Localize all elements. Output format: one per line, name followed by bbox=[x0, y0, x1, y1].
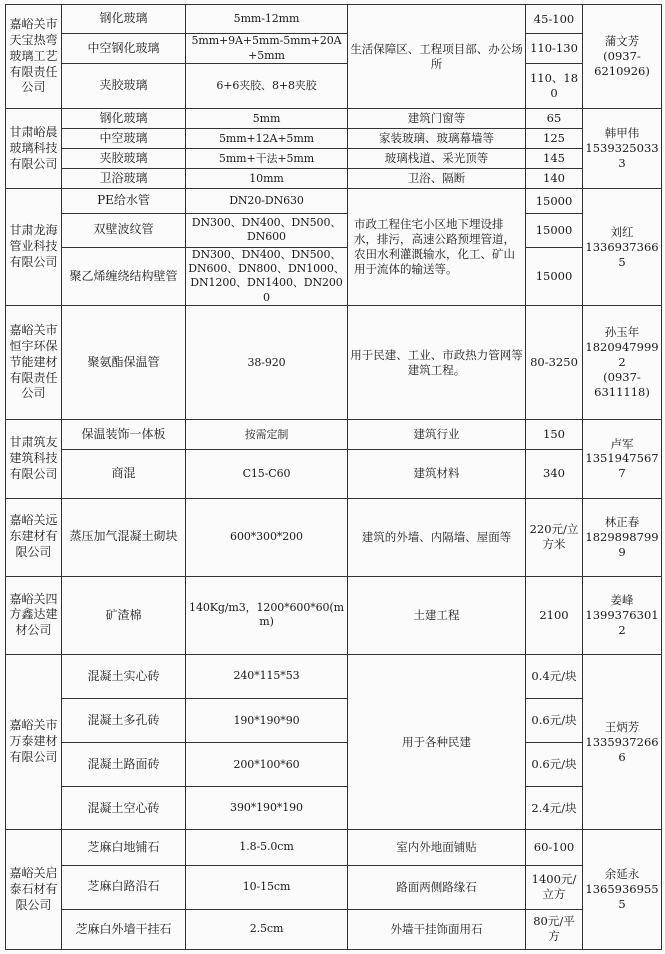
contact-phone: (0937- bbox=[603, 370, 641, 385]
table-row bbox=[6, 247, 662, 305]
product-name: 中空玻璃 bbox=[62, 129, 186, 149]
product-price: 110-130 bbox=[526, 34, 583, 64]
company-name: 嘉峪关市天宝热弯玻璃工艺有限责任公司 bbox=[6, 5, 62, 109]
product-price: 145 bbox=[526, 149, 583, 169]
materials-price-table bbox=[5, 4, 662, 950]
product-spec: 600*300*200 bbox=[186, 498, 348, 576]
product-price: 60-100 bbox=[526, 830, 583, 865]
product-spec: DN300、DN400、DN500、DN600、DN800、DN1000、DN1200、DN1400、DN2000 bbox=[186, 247, 348, 305]
product-name: 蒸压加气混凝土砌块 bbox=[62, 498, 186, 576]
table-row bbox=[6, 498, 662, 576]
table-row bbox=[6, 129, 662, 149]
product-usage: 家装玻璃、玻璃幕墙等 bbox=[348, 129, 526, 149]
product-name: 卫浴玻璃 bbox=[62, 169, 186, 189]
company-name: 嘉峪关启泰石材有限公司 bbox=[6, 830, 62, 950]
product-usage: 生活保障区、工程项目部、办公场所 bbox=[348, 5, 526, 109]
contact-phone: 15393250333 bbox=[585, 141, 659, 171]
product-usage: 玻璃栈道、采光顶等 bbox=[348, 149, 526, 169]
contact-info bbox=[583, 420, 662, 498]
product-price: 65 bbox=[526, 109, 583, 129]
table-row bbox=[6, 420, 662, 450]
product-spec: 240*115*53 bbox=[186, 654, 348, 698]
product-name: 芝麻白路沿石 bbox=[62, 865, 186, 909]
table-row bbox=[6, 787, 662, 830]
product-spec: 按需定制 bbox=[186, 420, 348, 450]
product-spec: 140Kg/m3，1200*600*60(mm) bbox=[186, 576, 348, 654]
table-row bbox=[6, 450, 662, 498]
product-name: PE给水管 bbox=[62, 189, 186, 213]
contact-info bbox=[583, 654, 662, 830]
product-spec: 2.5cm bbox=[186, 909, 348, 949]
table-row bbox=[6, 909, 662, 949]
contact-person: 刘红 bbox=[610, 224, 634, 239]
company-name: 嘉峪关市万泰建材有限公司 bbox=[6, 654, 62, 830]
product-usage: 用于各种民建 bbox=[348, 654, 526, 830]
table-row bbox=[6, 743, 662, 787]
company-name: 嘉峪关市恒宇环保节能建材有限责任公司 bbox=[6, 305, 62, 419]
contact-person: 林正春 bbox=[604, 514, 640, 529]
table-row bbox=[6, 149, 662, 169]
company-name: 甘肃峪晨玻璃科技有限公司 bbox=[6, 109, 62, 189]
product-price: 0.6元/块 bbox=[526, 699, 583, 743]
contact-phone: 13369373665 bbox=[585, 239, 659, 269]
product-name: 保温装饰一体板 bbox=[62, 420, 186, 450]
product-price: 340 bbox=[526, 450, 583, 498]
contact-phone: 13659369555 bbox=[585, 882, 659, 912]
product-price: 140 bbox=[526, 169, 583, 189]
table-row bbox=[6, 654, 662, 698]
table-row bbox=[6, 34, 662, 64]
product-spec: 6+6夹胶、8+8夹胶 bbox=[186, 64, 348, 109]
table-row bbox=[6, 213, 662, 247]
contact-info bbox=[583, 5, 662, 109]
contact-person: 王炳芳 bbox=[604, 719, 640, 734]
product-usage: 建筑门窗等 bbox=[348, 109, 526, 129]
product-name: 芝麻白地铺石 bbox=[62, 830, 186, 865]
contact-person: 韩甲伟 bbox=[604, 126, 640, 141]
product-name: 钢化玻璃 bbox=[62, 109, 186, 129]
table-row bbox=[6, 169, 662, 189]
product-price: 45-100 bbox=[526, 5, 583, 34]
product-spec: 5mm+12A+5mm bbox=[186, 129, 348, 149]
contact-info bbox=[583, 498, 662, 576]
table-row bbox=[6, 576, 662, 654]
product-spec: C15-C60 bbox=[186, 450, 348, 498]
contact-person: 卢军 bbox=[610, 436, 634, 451]
contact-person: 姜峰 bbox=[610, 592, 634, 607]
product-price: 125 bbox=[526, 129, 583, 149]
company-name: 嘉峪关四方鑫达建材公司 bbox=[6, 576, 62, 654]
product-name: 芝麻白外墙干挂石 bbox=[62, 909, 186, 949]
product-spec: 5mm bbox=[186, 109, 348, 129]
contact-info bbox=[583, 189, 662, 306]
contact-phone: 13993763012 bbox=[585, 607, 659, 637]
product-name: 双壁波纹管 bbox=[62, 213, 186, 247]
contact-person: 蒲文芳 bbox=[604, 34, 640, 49]
contact-info bbox=[583, 305, 662, 419]
product-price: 0.6元/块 bbox=[526, 743, 583, 787]
table-row bbox=[6, 865, 662, 909]
contact-info bbox=[583, 830, 662, 950]
product-name: 聚乙烯缠绕结构壁管 bbox=[62, 247, 186, 305]
product-usage: 建筑的外墙、内隔墙、屋面等 bbox=[348, 498, 526, 576]
product-spec: 5mm-12mm bbox=[186, 5, 348, 34]
product-spec: 1.8-5.0cm bbox=[186, 830, 348, 865]
table-row bbox=[6, 109, 662, 129]
product-spec: DN20-DN630 bbox=[186, 189, 348, 213]
product-name: 钢化玻璃 bbox=[62, 5, 186, 34]
table-row bbox=[6, 189, 662, 213]
product-price: 150 bbox=[526, 420, 583, 450]
product-spec: 38-920 bbox=[186, 305, 348, 419]
product-spec: DN300、DN400、DN500、DN600 bbox=[186, 213, 348, 247]
table-row bbox=[6, 830, 662, 865]
product-price: 15000 bbox=[526, 213, 583, 247]
product-price: 80-3250 bbox=[526, 305, 583, 419]
contact-person: 孙玉年 bbox=[604, 325, 640, 340]
product-price: 220元/立方米 bbox=[526, 498, 583, 576]
table-row bbox=[6, 64, 662, 109]
product-name: 混凝土路面砖 bbox=[62, 743, 186, 787]
product-price: 110、180 bbox=[526, 64, 583, 109]
product-name: 中空钢化玻璃 bbox=[62, 34, 186, 64]
product-spec: 10mm bbox=[186, 169, 348, 189]
product-name: 混凝土空心砖 bbox=[62, 787, 186, 830]
contact-phone: (0937- bbox=[603, 49, 641, 64]
company-name: 甘肃筑友建筑科技有限公司 bbox=[6, 420, 62, 498]
contact-phone: 13519475677 bbox=[585, 451, 659, 481]
product-price: 2100 bbox=[526, 576, 583, 654]
product-usage: 路面两侧路缘石 bbox=[348, 865, 526, 909]
product-name: 商混 bbox=[62, 450, 186, 498]
product-spec: 10-15cm bbox=[186, 865, 348, 909]
product-name: 矿渣棉 bbox=[62, 576, 186, 654]
product-name: 夹胶玻璃 bbox=[62, 64, 186, 109]
product-name: 混凝土多孔砖 bbox=[62, 699, 186, 743]
contact-phone: 18298987999 bbox=[585, 529, 659, 559]
product-usage: 外墙干挂饰面用石 bbox=[348, 909, 526, 949]
product-spec: 5mm+干法+5mm bbox=[186, 149, 348, 169]
product-usage: 卫浴、隔断 bbox=[348, 169, 526, 189]
product-usage: 市政工程住宅小区地下埋设排水，排污，高速公路预埋管道，农田水利灌溉输水，化工、矿山用于流体的输送等。 bbox=[348, 189, 526, 306]
contact-phone: 13359372666 bbox=[585, 734, 659, 764]
product-spec: 190*190*90 bbox=[186, 699, 348, 743]
contact-info bbox=[583, 576, 662, 654]
table-row bbox=[6, 699, 662, 743]
product-price: 1400元/立方 bbox=[526, 865, 583, 909]
product-usage: 土建工程 bbox=[348, 576, 526, 654]
contact-phone: 6311118) bbox=[594, 385, 650, 400]
company-name: 甘肃龙海管业科技有限公司 bbox=[6, 189, 62, 306]
product-spec: 390*190*190 bbox=[186, 787, 348, 830]
product-name: 混凝土实心砖 bbox=[62, 654, 186, 698]
product-usage: 室内外地面铺贴 bbox=[348, 830, 526, 865]
product-price: 0.4元/块 bbox=[526, 654, 583, 698]
table-row bbox=[6, 5, 662, 34]
product-spec: 5mm+9A+5mm-5mm+20A+5mm bbox=[186, 34, 348, 64]
product-name: 聚氨酯保温管 bbox=[62, 305, 186, 419]
contact-phone: 18209479992 bbox=[585, 340, 659, 370]
product-usage: 建筑行业 bbox=[348, 420, 526, 450]
product-price: 15000 bbox=[526, 189, 583, 213]
product-price: 15000 bbox=[526, 247, 583, 305]
product-name: 夹胶玻璃 bbox=[62, 149, 186, 169]
product-spec: 200*100*60 bbox=[186, 743, 348, 787]
product-price: 80元/平方 bbox=[526, 909, 583, 949]
product-price: 2.4元/块 bbox=[526, 787, 583, 830]
product-usage: 建筑材料 bbox=[348, 450, 526, 498]
contact-person: 余延永 bbox=[604, 867, 640, 882]
contact-info bbox=[583, 109, 662, 189]
table-row bbox=[6, 305, 662, 419]
company-name: 嘉峪关远东建材有限公司 bbox=[6, 498, 62, 576]
product-usage: 用于民建、工业、市政热力管网等建筑工程。 bbox=[348, 305, 526, 419]
contact-phone: 6210926) bbox=[594, 64, 650, 79]
